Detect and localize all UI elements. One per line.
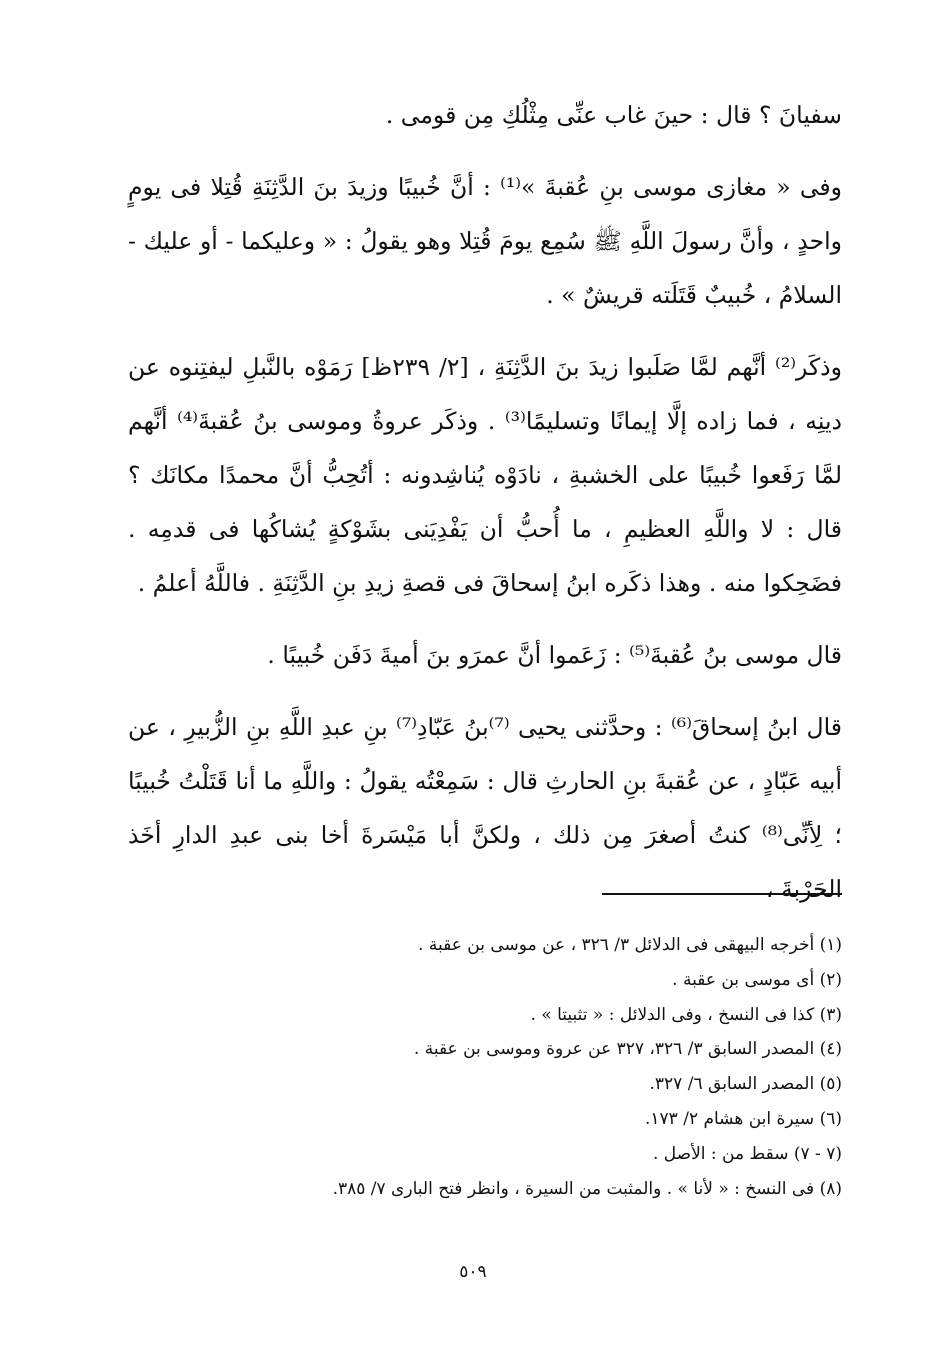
footnote-7: (٧ - ٧) سقط من : الأصل . xyxy=(652,1143,842,1164)
main-text xyxy=(128,88,842,916)
paragraph-4: قال موسى بنُ عُقبةَ⁽⁵⁾ : زَعَموا أنَّ عمرَو بنَ أميةَ دَفَن خُبيبًا . xyxy=(267,641,842,669)
footnote-separator xyxy=(602,893,842,895)
footnotes xyxy=(128,928,842,1206)
footnote-1: (١) أخرجه البيهقى فى الدلائل ٣/ ٣٢٦ ، عن موسى بن عقبة . xyxy=(418,935,842,955)
footnote-3: (٣) كذا فى النسخ ، وفى الدلائل : « تثبيتا » . xyxy=(530,1004,842,1025)
footnote-4: (٤) المصدر السابق ٣/ ٣٢٦، ٣٢٧ عن عروة وموسى بن عقبة . xyxy=(413,1039,842,1060)
footnote-8: (٨) فى النسخ : « لأنا » . والمثبت من السيرة ، وانظر فتح البارى ٧/ ٣٨٥. xyxy=(332,1178,842,1199)
paragraph-1: سفيانَ ؟ قال : حينَ غاب عنِّى مِثْلُكِ مِن قومى . xyxy=(385,101,842,129)
paragraph-3: وذكَر⁽²⁾ أنَّهم لمَّا صَلَبوا زيدَ بنَ الدَّثِنَةِ ، [٢/ ٢٣٩ظ] رَمَوْه بالنَّبلِ ليفتِنوه عن دينِه ، فما زاده إلَّا إيمانًا وتسليمًا⁽³⁾ . وذكَر عروةُ وموسى بنُ عُقبةَ⁽⁴⁾ أنَّهم لمَّا رَفَعوا خُبيبًا على الخشبةِ ، نادَوْه يُناشِدونه : أتُحِبُّ أنَّ محمدًا مكانَك ؟ قال : لا واللَّهِ العظيمِ ، ما أُحبُّ أن يَفْدِيَنى بشَوْكةٍ يُشاكُها فى قدمِه . فضَحِكوا منه . وهذا ذكَره ابنُ إسحاقَ فى قصةِ زيدِ بنِ الدَّثِنَةِ . فاللَّهُ أعلمُ . xyxy=(128,353,842,597)
page-number: ٥٠٩ xyxy=(459,1262,487,1282)
footnote-5: (٥) المصدر السابق ٦/ ٣٢٧. xyxy=(649,1074,842,1095)
paragraph-5: قال ابنُ إسحاقَ⁽⁶⁾ : وحدَّثنى يحيى ⁽⁷⁾بنُ عَبّادِ⁽⁷⁾ بنِ عبدِ اللَّهِ بنِ الزُّبيرِ ، عن أبيه عَبّادٍ ، عن عُقبةَ بنِ الحارثِ قال : سَمِعْتُه يقولُ : واللَّهِ ما أنا قَتَلْتُ خُبيبًا ؛ لِأنِّى⁽⁸⁾ كنتُ أصغرَ مِن ذلك ، ولكنَّ أبا مَيْسَرةَ أخا بنى عبدِ الدارِ أخَذ الحَرْبةَ ، xyxy=(128,713,843,903)
footnote-6: (٦) سيرة ابن هشام ٢/ ١٧٣. xyxy=(644,1108,842,1129)
paragraph-2: وفى « مغازى موسى بنِ عُقبةَ »⁽¹⁾ : أنَّ خُبيبًا وزيدَ بنَ الدَّثِنَةِ قُتِلا فى يومٍ واحدٍ ، وأنَّ رسولَ اللَّهِ ﷺ سُمِع يومَ قُتِلا وهو يقولُ : « وعليكما - أو عليك - السلامُ ، خُبيبٌ قَتَلَته قريشٌ » . xyxy=(128,173,842,309)
footnote-2: (٢) أى موسى بن عقبة . xyxy=(672,969,842,990)
